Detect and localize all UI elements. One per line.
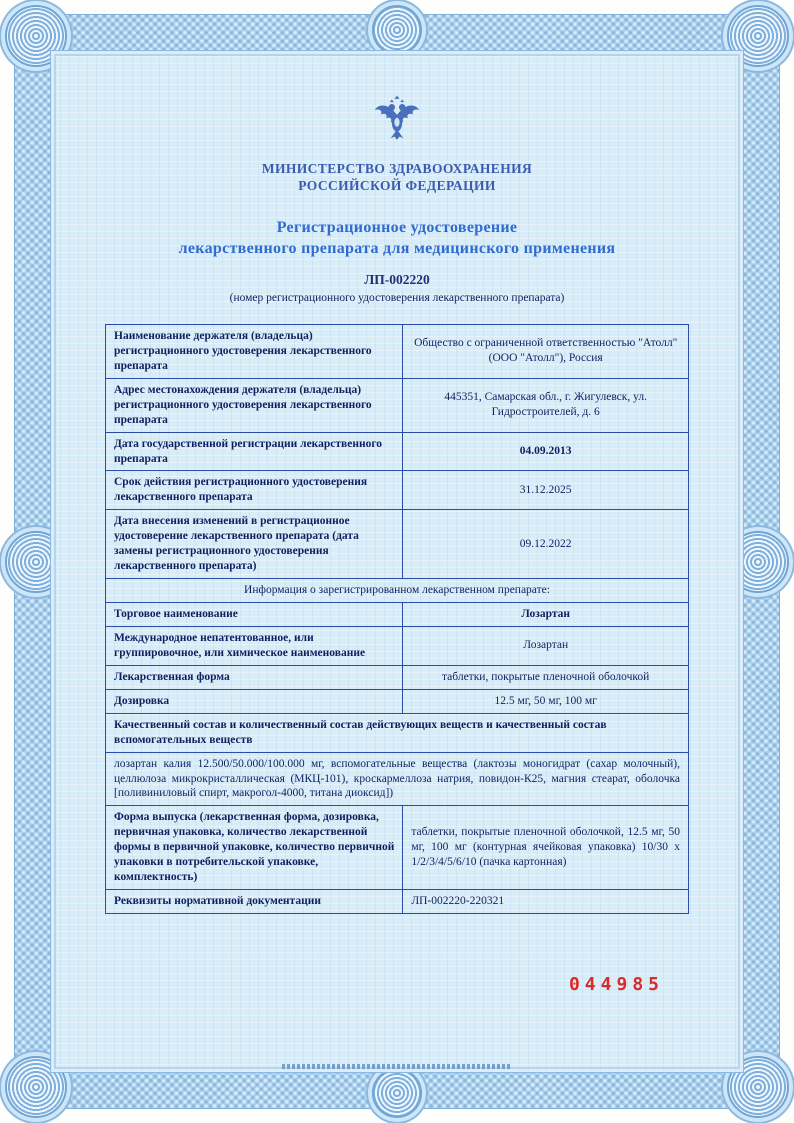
table-row-holder-address (106, 378, 689, 432)
ministry-name (104, 161, 690, 195)
document-title (104, 217, 690, 260)
row-value: Общество с ограниченной ответственностью "Атолл" (ООО "Атолл"), Россия (403, 324, 689, 378)
info-caption: Информация о зарегистрированном лекарственном препарате: (106, 579, 689, 603)
row-value: ЛП-002220-220321 (403, 890, 689, 914)
registration-number-caption: (номер регистрационного удостоверения лекарственного препарата) (229, 291, 565, 304)
table-row-inn-name (106, 626, 689, 665)
table-row-dosage (106, 689, 689, 713)
table-row-dosage-form (106, 665, 689, 689)
row-label: Дозировка (106, 689, 403, 713)
row-value: Лозартан (403, 626, 689, 665)
edge-rosette-ornament (372, 1068, 422, 1118)
row-label: Дата внесения изменений в регистрационное удостоверение лекарственного препарата (дата замены регистрационного удостоверения лекарственного препарата) (106, 510, 403, 579)
row-label: Срок действия регистрационного удостоверения лекарственного препарата (106, 471, 403, 510)
table-row-composition-text (106, 752, 689, 806)
edge-rosette-ornament (372, 5, 422, 55)
registration-number: ЛП-002220 (364, 271, 430, 287)
table-row-normative-docs (106, 890, 689, 914)
row-label: Наименование держателя (владельца) регистрационного удостоверения лекарственного препарата (106, 324, 403, 378)
table-row-release-form (106, 806, 689, 890)
table-row-info-caption (106, 579, 689, 603)
row-value: 31.12.2025 (403, 471, 689, 510)
row-value: Лозартан (403, 603, 689, 627)
row-value: таблетки, покрытые пленочной оболочкой, 12.5 мг, 50 мг, 100 мг (контурная ячейковая упаковка) 10/30 х 1/2/3/4/5/6/10 (пачка картонная) (403, 806, 689, 890)
row-value: таблетки, покрытые пленочной оболочкой (403, 665, 689, 689)
composition-header: Качественный состав и количественный состав действующих веществ и качественный состав вспомогательных веществ (106, 713, 689, 752)
row-label: Международное непатентованное, или группировочное, или химическое наименование (106, 626, 403, 665)
table-row-composition-header (106, 713, 689, 752)
table-row-holder-name (106, 324, 689, 378)
ministry-line-2: РОССИЙСКОЙ ФЕДЕРАЦИИ (298, 177, 496, 193)
row-label: Дата государственной регистрации лекарственного препарата (106, 432, 403, 471)
coat-of-arms-icon (371, 90, 423, 148)
row-value: 445351, Самарская обл., г. Жигулевск, ул. Гидростроителей, д. 6 (403, 378, 689, 432)
row-label: Торговое наименование (106, 603, 403, 627)
composition-text: лозартан калия 12.500/50.000/100.000 мг, вспомогательные вещества (лактозы моногидрат (сахар молочный), целлюлоза микрокристаллическая (МКЦ-101), кроскармеллоза натрия, повидон-К25, магния стеарат, оболочка [поливиниловый спирт, макрогол-4000, титана диоксид]) (106, 752, 689, 806)
table-row-trade-name (106, 603, 689, 627)
table-row-amendment-date (106, 510, 689, 579)
certificate-table (105, 324, 689, 914)
microprint-line (282, 1064, 512, 1069)
row-label: Реквизиты нормативной документации (106, 890, 403, 914)
table-row-validity-date (106, 471, 689, 510)
row-label: Лекарственная форма (106, 665, 403, 689)
document-title-line-2: лекарственного препарата для медицинского применения (178, 240, 616, 258)
document-title-line-1: Регистрационное удостоверение (276, 218, 518, 236)
row-value: 12.5 мг, 50 мг, 100 мг (403, 689, 689, 713)
row-value: 04.09.2013 (403, 432, 689, 471)
certificate-content (50, 50, 744, 1073)
ministry-line-1: МИНИСТЕРСТВО ЗДРАВООХРАНЕНИЯ (261, 161, 533, 176)
row-label: Форма выпуска (лекарственная форма, дозировка, первичная упаковка, количество лекарственной формы в первичной упаковке, количество первичной упаковки в потребительской упаковке, комплектность) (106, 806, 403, 890)
row-value: 09.12.2022 (403, 510, 689, 579)
table-row-registration-date (106, 432, 689, 471)
row-label: Адрес местонахождения держателя (владельца) регистрационного удостоверения лекарственного препарата (106, 378, 403, 432)
serial-number: 044985 (568, 974, 664, 995)
